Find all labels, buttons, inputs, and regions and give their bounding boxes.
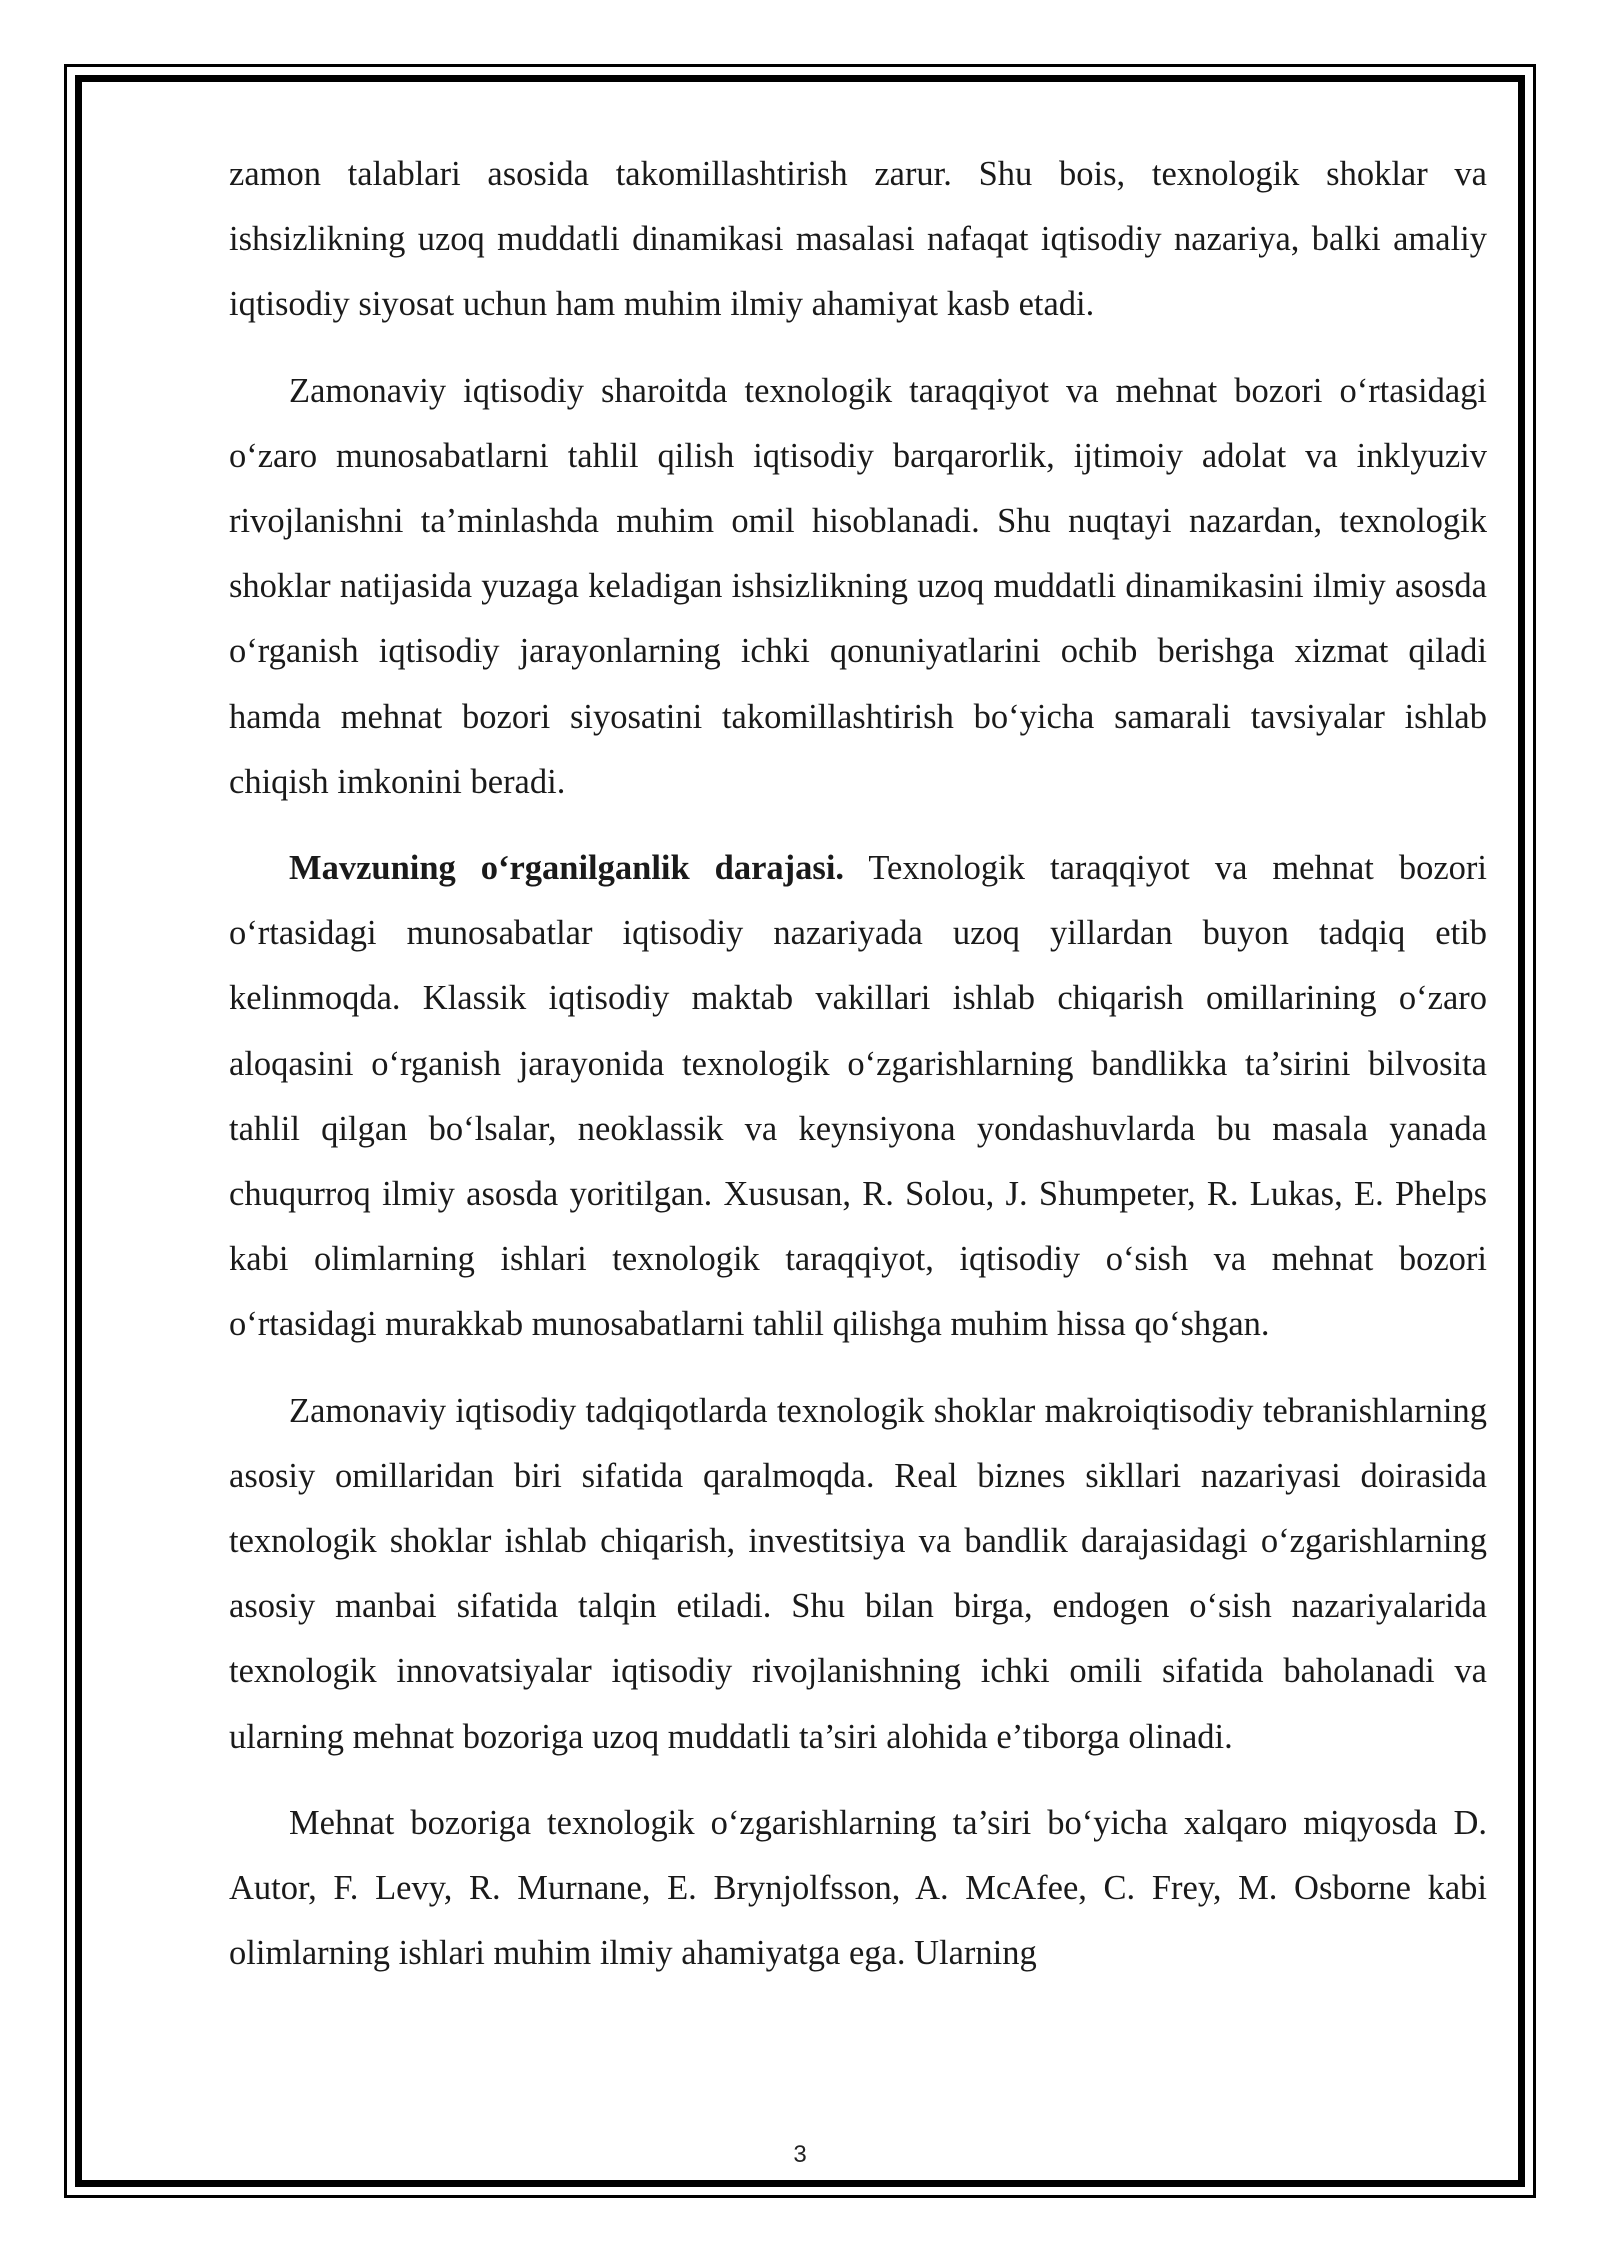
- paragraph-5-text: Mehnat bozoriga texnologik oʻzgarishlarning ta’siri boʻyicha xalqaro miqyosda D. Autor, F. Levy, R. Murnane, E. Brynjolfsson, A. McAfee, C. Frey, M. Osborne kabi olimlarning ishlari muhim ilmiy ahamiyatga ega. Ularning: [229, 1803, 1487, 1973]
- paragraph-2: [229, 359, 1487, 815]
- section-heading: Mavzuning oʻrganilganlik darajasi.: [289, 849, 845, 888]
- paragraph-3: [229, 836, 1487, 1358]
- paragraph-4: [229, 1379, 1487, 1770]
- paragraph-1-text: zamon talablari asosida takomillashtirish zarur. Shu bois, texnologik shoklar va ishsizlikning uzoq muddatli dinamikasi masalasi nafaqat iqtisodiy nazariya, balki amaliy iqtisodiy siyosat uchun ham muhim ilmiy ahamiyat kasb etadi.: [229, 155, 1487, 324]
- document-body: [229, 142, 1487, 2007]
- paragraph-3-text: Texnologik taraqqiyot va mehnat bozori oʻrtasidagi munosabatlar iqtisodiy nazariyada uzoq yillardan buyon tadqiq etib kelinmoqda. Klassik iqtisodiy maktab vakillari ishlab chiqarish omillarining oʻzaro aloqasini oʻrganish jarayonida texnologik oʻzgarishlarning bandlikka ta’sirini bilvosita tahlil qilgan boʻlsalar, neoklassik va keynsiyona yondashuvlarda bu masala yanada chuqurroq ilmiy asosda yoritilgan. Xususan, R. Solou, J. Shumpeter, R. Lukas, E. Phelps kabi olimlarning ishlari texnologik taraqqiyot, iqtisodiy oʻsish va mehnat bozori oʻrtasidagi murakkab munosabatlarni tahlil qilishga muhim hissa qoʻshgan.: [229, 849, 1487, 1344]
- page-number: 3: [793, 2141, 807, 2168]
- paragraph-4-text: Zamonaviy iqtisodiy tadqiqotlarda texnologik shoklar makroiqtisodiy tebranishlarning asosiy omillaridan biri sifatida qaralmoqda. Real biznes sikllari nazariyasi doirasida texnologik shoklar ishlab chiqarish, investitsiya va bandlik darajasidagi oʻzgarishlarning asosiy manbai sifatida talqin etiladi. Shu bilan birga, endogen oʻsish nazariyalarida texnologik innovatsiyalar iqtisodiy rivojlanishning ichki omili sifatida baholanadi va ularning mehnat bozoriga uzoq muddatli ta’siri alohida e’tiborga olinadi.: [229, 1391, 1487, 1756]
- paragraph-1: [229, 142, 1487, 338]
- paragraph-2-text: Zamonaviy iqtisodiy sharoitda texnologik taraqqiyot va mehnat bozori oʻrtasidagi oʻzaro munosabatlarni tahlil qilish iqtisodiy barqarorlik, ijtimoiy adolat va inklyuziv rivojlanishni ta’minlashda muhim omil hisoblanadi. Shu nuqtayi nazardan, texnologik shoklar natijasida yuzaga keladigan ishsizlikning uzoq muddatli dinamikasini ilmiy asosda oʻrganish iqtisodiy jarayonlarning ichki qonuniyatlarini ochib berishga xizmat qiladi hamda mehnat bozori siyosatini takomillashtirish boʻyicha samarali tavsiyalar ishlab chiqish imkonini beradi.: [229, 371, 1487, 801]
- paragraph-5: [229, 1791, 1487, 1987]
